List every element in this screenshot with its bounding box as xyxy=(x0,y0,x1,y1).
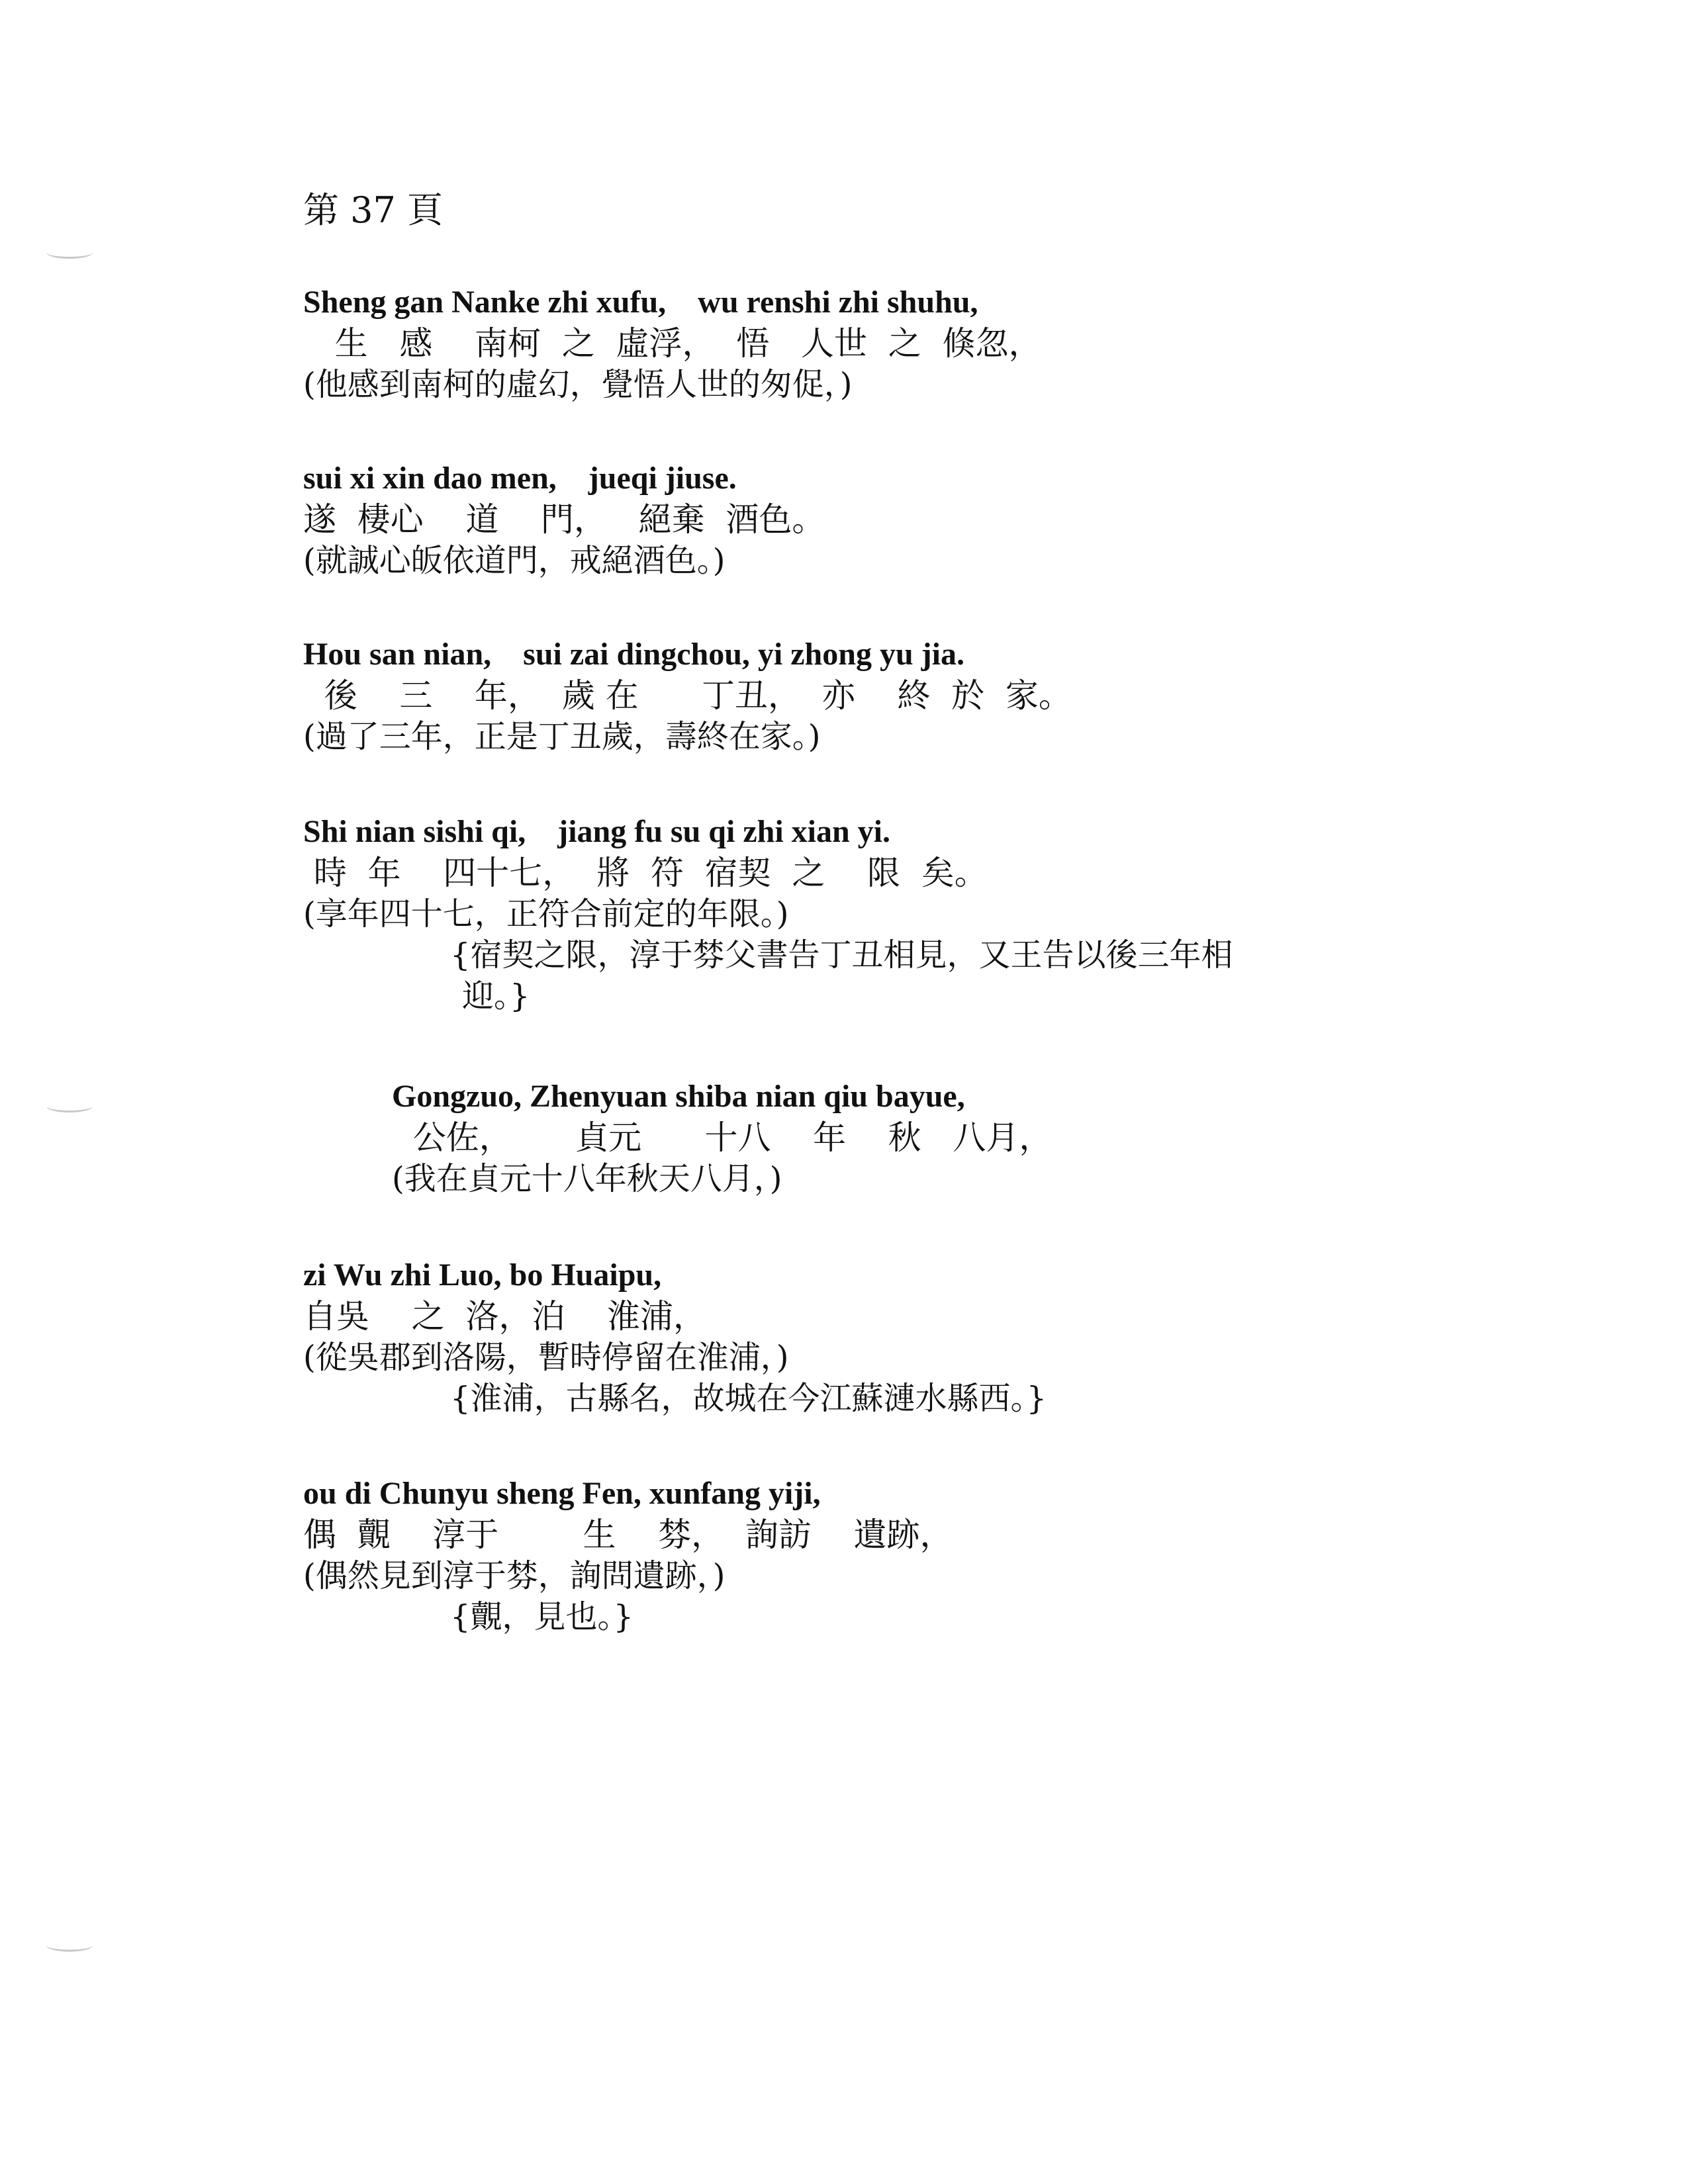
page-number-header: 第 37 頁 xyxy=(303,189,444,231)
stanza-2 xyxy=(303,458,825,581)
hanzi-line: 遂 棲心 道 門， 絕棄 酒色。 xyxy=(303,500,825,539)
annotation-note: {淮浦，古縣名，故城在今江蘇漣水縣西。} xyxy=(450,1380,1047,1417)
stanza-4 xyxy=(303,811,1233,1017)
hanzi-line: 自吳 之 洛，泊 淮浦， xyxy=(303,1297,706,1336)
hanzi-line: 生 感 南柯 之 虛浮， 悟 人世 之 倏忽， xyxy=(303,324,1042,363)
scan-binding-mark-middle xyxy=(46,1100,93,1113)
translation-line: (就誠心皈依道門，戒絕酒色。) xyxy=(303,542,726,579)
hanzi-line: 時 年 四十七， 將 符 宿契 之 限 矣。 xyxy=(303,854,988,892)
stanza-7 xyxy=(303,1473,953,1637)
scan-binding-mark-top xyxy=(46,246,93,259)
translation-line: (過了三年，正是丁丑歲，壽終在家。) xyxy=(303,718,821,755)
annotation-note-continued: 迎。} xyxy=(462,978,530,1015)
stanza-5 xyxy=(392,1076,1052,1199)
pinyin-line: Sheng gan Nanke zhi xufu, wu renshi zhi shuhu, xyxy=(303,285,978,320)
stanza-6 xyxy=(303,1255,1047,1419)
pinyin-line: sui xi xin dao men, jueqi jiuse. xyxy=(303,461,737,496)
scan-binding-mark-bottom xyxy=(46,1939,93,1952)
pinyin-line: Gongzuo, Zhenyuan shiba nian qiu bayue, xyxy=(392,1079,965,1114)
translation-line: (從吳郡到洛陽，暫時停留在淮浦，) xyxy=(303,1339,789,1376)
translation-line: (偶然見到淳于棼，詢問遺跡，) xyxy=(303,1557,726,1594)
hanzi-line: 偶 覿 淳于 生 棼， 詢訪 遺跡， xyxy=(303,1516,953,1554)
annotation-note: {覿，見也。} xyxy=(450,1598,634,1635)
annotation-note: {宿契之限，淳于棼父書告丁丑相見，又王告以後三年相 xyxy=(450,936,1233,974)
pinyin-line: zi Wu zhi Luo, bo Huaipu, xyxy=(303,1257,662,1293)
pinyin-line: Shi nian sishi qi, jiang fu su qi zhi xian yi. xyxy=(303,814,891,849)
translation-line: (享年四十七，正符合前定的年限。) xyxy=(303,895,789,933)
hanzi-line: 後 三 年， 歲 在 丁丑， 亦 終 於 家。 xyxy=(303,676,1072,715)
pinyin-line: ou di Chunyu sheng Fen, xunfang yiji, xyxy=(303,1476,821,1511)
translation-line: (他感到南柯的虛幻，覺悟人世的匆促，) xyxy=(303,366,853,403)
pinyin-line: Hou san nian, sui zai dingchou, yi zhong yu jia. xyxy=(303,637,964,672)
stanza-3 xyxy=(303,634,1072,757)
stanza-1 xyxy=(303,282,1042,405)
translation-line: (我在貞元十八年秋天八月，) xyxy=(392,1160,782,1197)
hanzi-line: 公佐， 貞元 十八 年 秋 八月， xyxy=(392,1118,1053,1157)
